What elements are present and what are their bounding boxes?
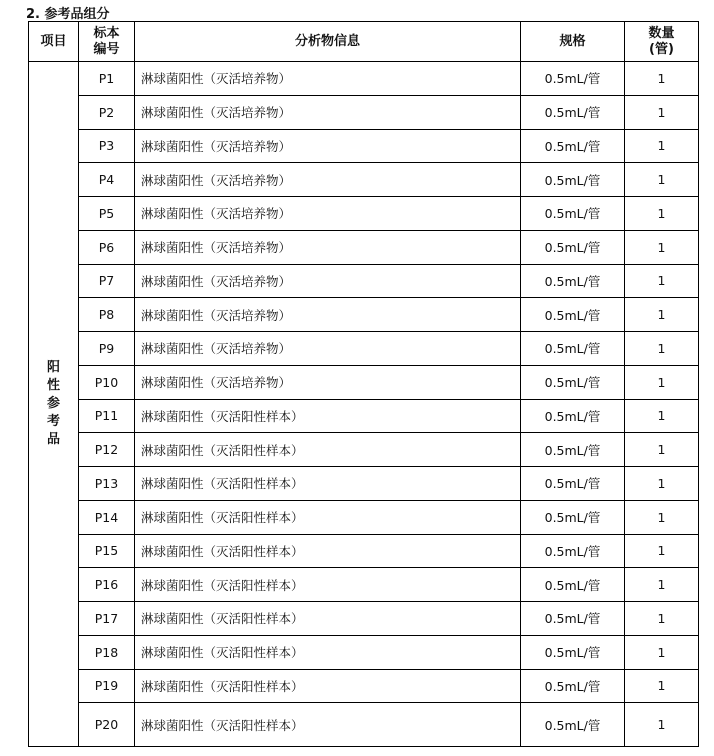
spec-cell: 0.5mL/管 (521, 467, 625, 501)
analyte-info-cell: 淋球菌阳性（灭活阳性样本） (135, 635, 521, 669)
analyte-info-cell: 淋球菌阳性（灭活培养物） (135, 230, 521, 264)
analyte-info-cell: 淋球菌阳性（灭活阳性样本） (135, 399, 521, 433)
spec-cell: 0.5mL/管 (521, 129, 625, 163)
analyte-info-cell: 淋球菌阳性（灭活培养物） (135, 95, 521, 129)
sample-id-cell: P8 (79, 298, 135, 332)
quantity-cell: 1 (625, 467, 699, 501)
analyte-info-cell: 淋球菌阳性（灭活阳性样本） (135, 534, 521, 568)
table-row (29, 669, 699, 703)
spec-cell: 0.5mL/管 (521, 703, 625, 747)
header-quantity (625, 22, 699, 62)
analyte-info-cell: 淋球菌阳性（灭活培养物） (135, 163, 521, 197)
spec-cell: 0.5mL/管 (521, 635, 625, 669)
sample-id-cell: P11 (79, 399, 135, 433)
quantity-cell: 1 (625, 534, 699, 568)
quantity-cell: 1 (625, 129, 699, 163)
spec-cell: 0.5mL/管 (521, 669, 625, 703)
quantity-cell: 1 (625, 568, 699, 602)
table-row (29, 230, 699, 264)
sample-id-cell: P4 (79, 163, 135, 197)
section-title: 2. 参考品组分 (26, 7, 110, 22)
quantity-cell: 1 (625, 399, 699, 433)
sample-id-cell: P16 (79, 568, 135, 602)
sample-id-cell: P12 (79, 433, 135, 467)
header-sample-id (79, 22, 135, 62)
spec-cell: 0.5mL/管 (521, 163, 625, 197)
analyte-info-cell: 淋球菌阳性（灭活培养物） (135, 129, 521, 163)
sample-id-cell: P1 (79, 62, 135, 96)
sample-id-cell: P17 (79, 602, 135, 636)
spec-cell: 0.5mL/管 (521, 95, 625, 129)
spec-cell: 0.5mL/管 (521, 365, 625, 399)
table-row (29, 95, 699, 129)
analyte-info-cell: 淋球菌阳性（灭活培养物） (135, 298, 521, 332)
sample-id-cell: P13 (79, 467, 135, 501)
spec-cell: 0.5mL/管 (521, 197, 625, 231)
header-qty-line2: (管) (649, 41, 674, 57)
analyte-info-cell: 淋球菌阳性（灭活培养物） (135, 365, 521, 399)
quantity-cell: 1 (625, 230, 699, 264)
quantity-cell: 1 (625, 433, 699, 467)
analyte-info-cell: 淋球菌阳性（灭活培养物） (135, 197, 521, 231)
table-row (29, 365, 699, 399)
quantity-cell: 1 (625, 264, 699, 298)
table-body (29, 62, 699, 747)
quantity-cell: 1 (625, 500, 699, 534)
header-analyte-info: 分析物信息 (135, 22, 521, 62)
table-row (29, 399, 699, 433)
sample-id-cell: P6 (79, 230, 135, 264)
table-row (29, 129, 699, 163)
spec-cell: 0.5mL/管 (521, 332, 625, 366)
sample-id-cell: P2 (79, 95, 135, 129)
category-char: 品 (46, 432, 60, 448)
sample-id-cell: P3 (79, 129, 135, 163)
table-row (29, 703, 699, 747)
analyte-info-cell: 淋球菌阳性（灭活阳性样本） (135, 568, 521, 602)
spec-cell: 0.5mL/管 (521, 602, 625, 636)
sample-id-cell: P20 (79, 703, 135, 747)
category-char: 性 (46, 378, 60, 394)
quantity-cell: 1 (625, 197, 699, 231)
table-row (29, 534, 699, 568)
analyte-info-cell: 淋球菌阳性（灭活培养物） (135, 332, 521, 366)
table-row (29, 163, 699, 197)
table-header-row (29, 22, 699, 62)
header-id-line2: 编号 (93, 41, 120, 57)
spec-cell: 0.5mL/管 (521, 230, 625, 264)
quantity-cell: 1 (625, 635, 699, 669)
analyte-info-cell: 淋球菌阳性（灭活阳性样本） (135, 669, 521, 703)
quantity-cell: 1 (625, 669, 699, 703)
table-row (29, 467, 699, 501)
quantity-cell: 1 (625, 602, 699, 636)
quantity-cell: 1 (625, 703, 699, 747)
category-char: 参 (46, 396, 60, 412)
header-qty-line1: 数量 (648, 25, 675, 41)
table-row (29, 298, 699, 332)
header-item: 项目 (29, 22, 79, 62)
sample-id-cell: P7 (79, 264, 135, 298)
quantity-cell: 1 (625, 95, 699, 129)
analyte-info-cell: 淋球菌阳性（灭活培养物） (135, 62, 521, 96)
table-row (29, 568, 699, 602)
spec-cell: 0.5mL/管 (521, 264, 625, 298)
table-row (29, 635, 699, 669)
category-char: 考 (46, 414, 60, 430)
table-row (29, 62, 699, 96)
reference-components-table (28, 21, 699, 747)
spec-cell: 0.5mL/管 (521, 298, 625, 332)
sample-id-cell: P19 (79, 669, 135, 703)
spec-cell: 0.5mL/管 (521, 62, 625, 96)
spec-cell: 0.5mL/管 (521, 568, 625, 602)
category-positive-reference (29, 62, 79, 747)
table-row (29, 264, 699, 298)
category-char: 阳 (46, 360, 60, 376)
sample-id-cell: P10 (79, 365, 135, 399)
table-row (29, 433, 699, 467)
sample-id-cell: P9 (79, 332, 135, 366)
quantity-cell: 1 (625, 365, 699, 399)
analyte-info-cell: 淋球菌阳性（灭活阳性样本） (135, 500, 521, 534)
spec-cell: 0.5mL/管 (521, 433, 625, 467)
sample-id-cell: P14 (79, 500, 135, 534)
sample-id-cell: P18 (79, 635, 135, 669)
quantity-cell: 1 (625, 298, 699, 332)
table-row (29, 500, 699, 534)
quantity-cell: 1 (625, 163, 699, 197)
sample-id-cell: P5 (79, 197, 135, 231)
analyte-info-cell: 淋球菌阳性（灭活阳性样本） (135, 703, 521, 747)
quantity-cell: 1 (625, 332, 699, 366)
header-id-line1: 标本 (93, 25, 120, 41)
analyte-info-cell: 淋球菌阳性（灭活阳性样本） (135, 602, 521, 636)
spec-cell: 0.5mL/管 (521, 399, 625, 433)
analyte-info-cell: 淋球菌阳性（灭活培养物） (135, 264, 521, 298)
analyte-info-cell: 淋球菌阳性（灭活阳性样本） (135, 467, 521, 501)
sample-id-cell: P15 (79, 534, 135, 568)
table-row (29, 332, 699, 366)
table-row (29, 197, 699, 231)
analyte-info-cell: 淋球菌阳性（灭活阳性样本） (135, 433, 521, 467)
quantity-cell: 1 (625, 62, 699, 96)
header-spec: 规格 (521, 22, 625, 62)
spec-cell: 0.5mL/管 (521, 500, 625, 534)
spec-cell: 0.5mL/管 (521, 534, 625, 568)
table-row (29, 602, 699, 636)
